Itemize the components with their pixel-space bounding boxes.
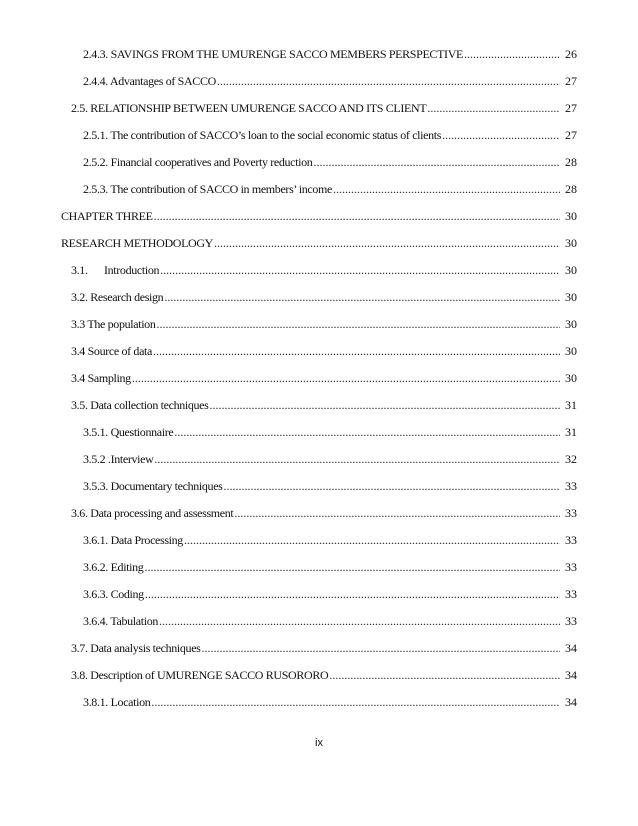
toc-entry-page: 30: [565, 290, 577, 304]
toc-entry-text: [83, 695, 150, 709]
toc-dot-leader: [442, 128, 560, 142]
toc-dot-leader: [313, 155, 560, 169]
toc-dot-leader: [333, 182, 560, 196]
toc-dot-leader: [184, 533, 560, 547]
toc-entry-text: [83, 533, 183, 547]
toc-dot-leader: [234, 506, 560, 520]
toc-entry-title: Editing: [110, 560, 144, 574]
toc-entry-3-6-1: [0, 533, 638, 560]
toc-dot-leader: [144, 560, 560, 574]
toc-entry-page: 31: [565, 425, 577, 439]
toc-entry-number: 3.2.: [71, 290, 88, 304]
toc-entry-research-methodology: [0, 236, 638, 263]
toc-entry-text: [71, 398, 208, 412]
toc-entry-3-5-2: [0, 452, 638, 479]
toc-entry-2-5-1: [0, 128, 638, 155]
toc-dot-leader: [160, 263, 560, 277]
toc-entry-number: 3.6.1.: [83, 533, 108, 547]
toc-entry-title: Financial cooperatives and Poverty reduction: [110, 155, 313, 169]
toc-entry-page: 32: [565, 452, 577, 466]
toc-dot-leader: [209, 398, 560, 412]
toc-dot-leader: [159, 614, 560, 628]
toc-entry-chapter-three: [0, 209, 638, 236]
toc-entry-title: The contribution of SACCO in members’ income: [110, 182, 333, 196]
toc-entry-text: [83, 182, 332, 196]
toc-entry-page: 28: [565, 182, 577, 196]
toc-entry-title: Data Processing: [110, 533, 183, 547]
toc-entry-page: 30: [565, 263, 577, 277]
toc-entry-page: 31: [565, 398, 577, 412]
toc-entry-text: [71, 344, 152, 358]
toc-entry-page: 27: [565, 128, 577, 142]
toc-entry-title: .Interview: [107, 452, 154, 466]
toc-entry-number: 2.4.3.: [83, 47, 108, 61]
toc-entry-text: [83, 614, 158, 628]
toc-entry-title: Sampling: [87, 371, 131, 385]
toc-entry-3-4-sampling: [0, 371, 638, 398]
toc-entry-3-4-source: [0, 344, 638, 371]
toc-entry-3-6-4: [0, 614, 638, 641]
toc-entry-text: [71, 668, 328, 682]
toc-dot-leader: [156, 317, 560, 331]
toc-dot-leader: [154, 452, 560, 466]
toc-entry-page: 30: [565, 371, 577, 385]
toc-entry-text: [71, 263, 159, 277]
toc-entry-text: [83, 128, 441, 142]
toc-entry-number: 2.4.4.: [83, 74, 108, 88]
toc-entry-page: 28: [565, 155, 577, 169]
toc-entry-page: 34: [565, 668, 577, 682]
toc-entry-title: RESEARCH METHODOLOGY: [61, 236, 214, 250]
toc-entry-text: [71, 290, 163, 304]
toc-entry-page: 33: [565, 533, 577, 547]
toc-dot-leader: [132, 371, 560, 385]
toc-entry-3-3: [0, 317, 638, 344]
toc-entry-page: 33: [565, 614, 577, 628]
toc-entry-3-5-1: [0, 425, 638, 452]
table-of-contents: [0, 47, 638, 722]
toc-entry-page: 30: [565, 317, 577, 331]
toc-entry-3-6: [0, 506, 638, 533]
toc-dot-leader: [164, 290, 560, 304]
toc-entry-3-8-1: [0, 695, 638, 722]
toc-entry-title: RELATIONSHIP BETWEEN UMURENGE SACCO AND ITS CLIENT: [90, 101, 427, 115]
toc-entry-text: [83, 587, 144, 601]
toc-entry-3-1: [0, 263, 638, 290]
toc-entry-text: [83, 74, 216, 88]
toc-entry-number: 2.5.2.: [83, 155, 108, 169]
toc-dot-leader: [224, 479, 561, 493]
toc-entry-title: The population: [87, 317, 156, 331]
toc-entry-number: 3.6.: [71, 506, 88, 520]
toc-entry-number: 3.6.2.: [83, 560, 108, 574]
toc-entry-3-7: [0, 641, 638, 668]
toc-entry-2-5-2: [0, 155, 638, 182]
toc-entry-number: 3.3: [71, 317, 85, 331]
toc-dot-leader: [427, 101, 560, 115]
toc-entry-text: [83, 560, 143, 574]
toc-entry-page: 33: [565, 479, 577, 493]
toc-dot-leader: [154, 209, 560, 223]
toc-entry-2-5: [0, 101, 638, 128]
toc-entry-number: 3.5.: [71, 398, 88, 412]
toc-entry-title: Description of UMURENGE SACCO RUSORORO: [90, 668, 329, 682]
toc-entry-title: The contribution of SACCO’s loan to the social economic status of clients: [110, 128, 442, 142]
toc-entry-number: 3.6.4.: [83, 614, 108, 628]
toc-entry-3-2: [0, 290, 638, 317]
toc-dot-leader: [145, 587, 560, 601]
toc-entry-text: [83, 452, 153, 466]
toc-entry-title: Research design: [90, 290, 164, 304]
toc-entry-number: 2.5.: [71, 101, 88, 115]
toc-entry-text: [83, 47, 463, 61]
toc-entry-number: 3.5.2: [83, 452, 106, 466]
toc-entry-text: [71, 641, 201, 655]
toc-dot-leader: [202, 641, 561, 655]
toc-dot-leader: [153, 344, 560, 358]
toc-entry-text: [83, 479, 223, 493]
toc-entry-title: Location: [110, 695, 151, 709]
toc-entry-title: Questionnaire: [110, 425, 174, 439]
toc-entry-number: 3.7.: [71, 641, 88, 655]
toc-entry-number: 3.8.: [71, 668, 88, 682]
toc-entry-number: 3.5.3.: [83, 479, 108, 493]
toc-entry-text: [83, 425, 173, 439]
toc-entry-page: 34: [565, 695, 577, 709]
toc-dot-leader: [329, 668, 560, 682]
toc-entry-3-8: [0, 668, 638, 695]
toc-entry-number: 2.5.1.: [83, 128, 108, 142]
toc-entry-title: Data processing and assessment: [90, 506, 234, 520]
toc-entry-page: 33: [565, 587, 577, 601]
toc-entry-2-4-3: [0, 47, 638, 74]
toc-entry-3-5-3: [0, 479, 638, 506]
toc-entry-title: CHAPTER THREE: [61, 209, 153, 223]
page-number: ix: [315, 737, 323, 749]
toc-entry-2-5-3: [0, 182, 638, 209]
toc-entry-page: 33: [565, 560, 577, 574]
toc-entry-title: Documentary techniques: [110, 479, 223, 493]
toc-entry-number: 3.4: [71, 344, 85, 358]
toc-entry-title: SAVINGS FROM THE UMURENGE SACCO MEMBERS PERSPECTIVE: [110, 47, 464, 61]
toc-entry-2-4-4: [0, 74, 638, 101]
toc-entry-title: Source of data: [87, 344, 153, 358]
toc-entry-text: [61, 236, 213, 250]
toc-dot-leader: [151, 695, 560, 709]
toc-entry-page: 26: [565, 47, 577, 61]
toc-entry-3-5: [0, 398, 638, 425]
toc-entry-page: 30: [565, 209, 577, 223]
toc-entry-3-6-3: [0, 587, 638, 614]
toc-dot-leader: [464, 47, 560, 61]
toc-dot-leader: [174, 425, 560, 439]
toc-entry-text: [71, 317, 155, 331]
toc-entry-title: Introduction: [104, 263, 160, 277]
toc-entry-page: 27: [565, 101, 577, 115]
toc-entry-number: 3.6.3.: [83, 587, 108, 601]
toc-entry-number: 3.8.1.: [83, 695, 108, 709]
toc-entry-text: [83, 155, 312, 169]
toc-entry-text: [71, 371, 131, 385]
toc-entry-page: 33: [565, 506, 577, 520]
toc-entry-title: Data collection techniques: [90, 398, 209, 412]
toc-entry-text: [71, 101, 426, 115]
toc-entry-page: 34: [565, 641, 577, 655]
toc-entry-text: [61, 209, 153, 223]
toc-entry-title: Tabulation: [110, 614, 158, 628]
toc-entry-title: Coding: [110, 587, 144, 601]
toc-entry-page: 30: [565, 344, 577, 358]
toc-entry-page: 30: [565, 236, 577, 250]
toc-entry-number: 2.5.3.: [83, 182, 108, 196]
toc-entry-number: 3.5.1.: [83, 425, 108, 439]
toc-entry-page: 27: [565, 74, 577, 88]
toc-entry-3-6-2: [0, 560, 638, 587]
toc-dot-leader: [217, 74, 560, 88]
toc-entry-title: Advantages of SACCO: [109, 74, 216, 88]
toc-entry-number: 3.4: [71, 371, 85, 385]
toc-entry-title: Data analysis techniques: [90, 641, 201, 655]
toc-entry-text: [71, 506, 233, 520]
toc-dot-leader: [214, 236, 560, 250]
toc-entry-number: 3.1.: [71, 263, 88, 277]
